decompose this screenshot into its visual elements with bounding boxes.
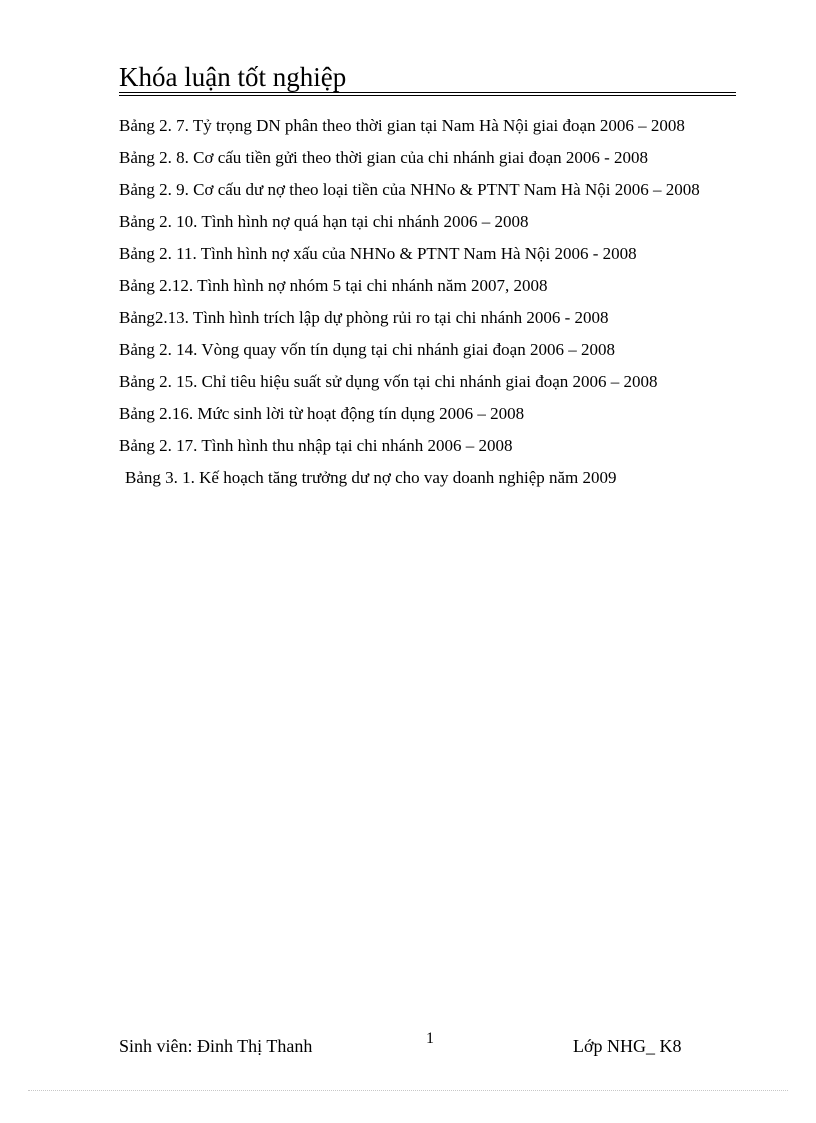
list-item: Bảng 3. 1. Kế hoạch tăng trưởng dư nợ cho vay doanh nghiệp năm 2009 (125, 468, 617, 487)
list-item: Bảng 2. 7. Tỷ trọng DN phân theo thời gian tại Nam Hà Nội giai đoạn 2006 – 2008 (119, 116, 685, 135)
list-item: Bảng 2. 11. Tình hình nợ xấu của NHNo & PTNT Nam Hà Nội 2006 - 2008 (119, 244, 637, 263)
list-item: Bảng 2.16. Mức sinh lời từ hoạt động tín dụng 2006 – 2008 (119, 404, 525, 423)
list-item: Bảng 2. 14. Vòng quay vốn tín dụng tại chi nhánh giai đoạn 2006 – 2008 (119, 340, 615, 359)
list-item: Bảng 2. 8. Cơ cấu tiền gửi theo thời gian của chi nhánh giai đoạn 2006 - 2008 (119, 148, 649, 167)
table-list (119, 110, 749, 494)
list-item: Bảng 2. 9. Cơ cấu dư nợ theo loại tiền của NHNo & PTNT Nam Hà Nội 2006 – 2008 (119, 180, 700, 199)
list-item: Bảng 2.12. Tình hình nợ nhóm 5 tại chi nhánh năm 2007, 2008 (119, 276, 548, 295)
page-edge-divider (28, 1090, 788, 1091)
page-title: Khóa luận tốt nghiệp (119, 62, 347, 92)
header-double-rule (119, 92, 736, 96)
page-footer (0, 1030, 816, 1066)
list-item: Bảng 2. 15. Chỉ tiêu hiệu suất sử dụng vốn tại chi nhánh giai đoạn 2006 – 2008 (119, 372, 658, 391)
class-name: Lớp NHG_ K8 (573, 1036, 682, 1056)
list-item: Bảng 2. 10. Tình hình nợ quá hạn tại chi nhánh 2006 – 2008 (119, 212, 529, 231)
page-number: 1 (426, 1030, 434, 1047)
list-item: Bảng 2. 17. Tình hình thu nhập tại chi nhánh 2006 – 2008 (119, 436, 513, 455)
student-name: Sinh viên: Đinh Thị Thanh (119, 1036, 313, 1056)
list-item: Bảng2.13. Tình hình trích lập dự phòng rủi ro tại chi nhánh 2006 - 2008 (119, 308, 609, 327)
page-header (119, 62, 736, 92)
